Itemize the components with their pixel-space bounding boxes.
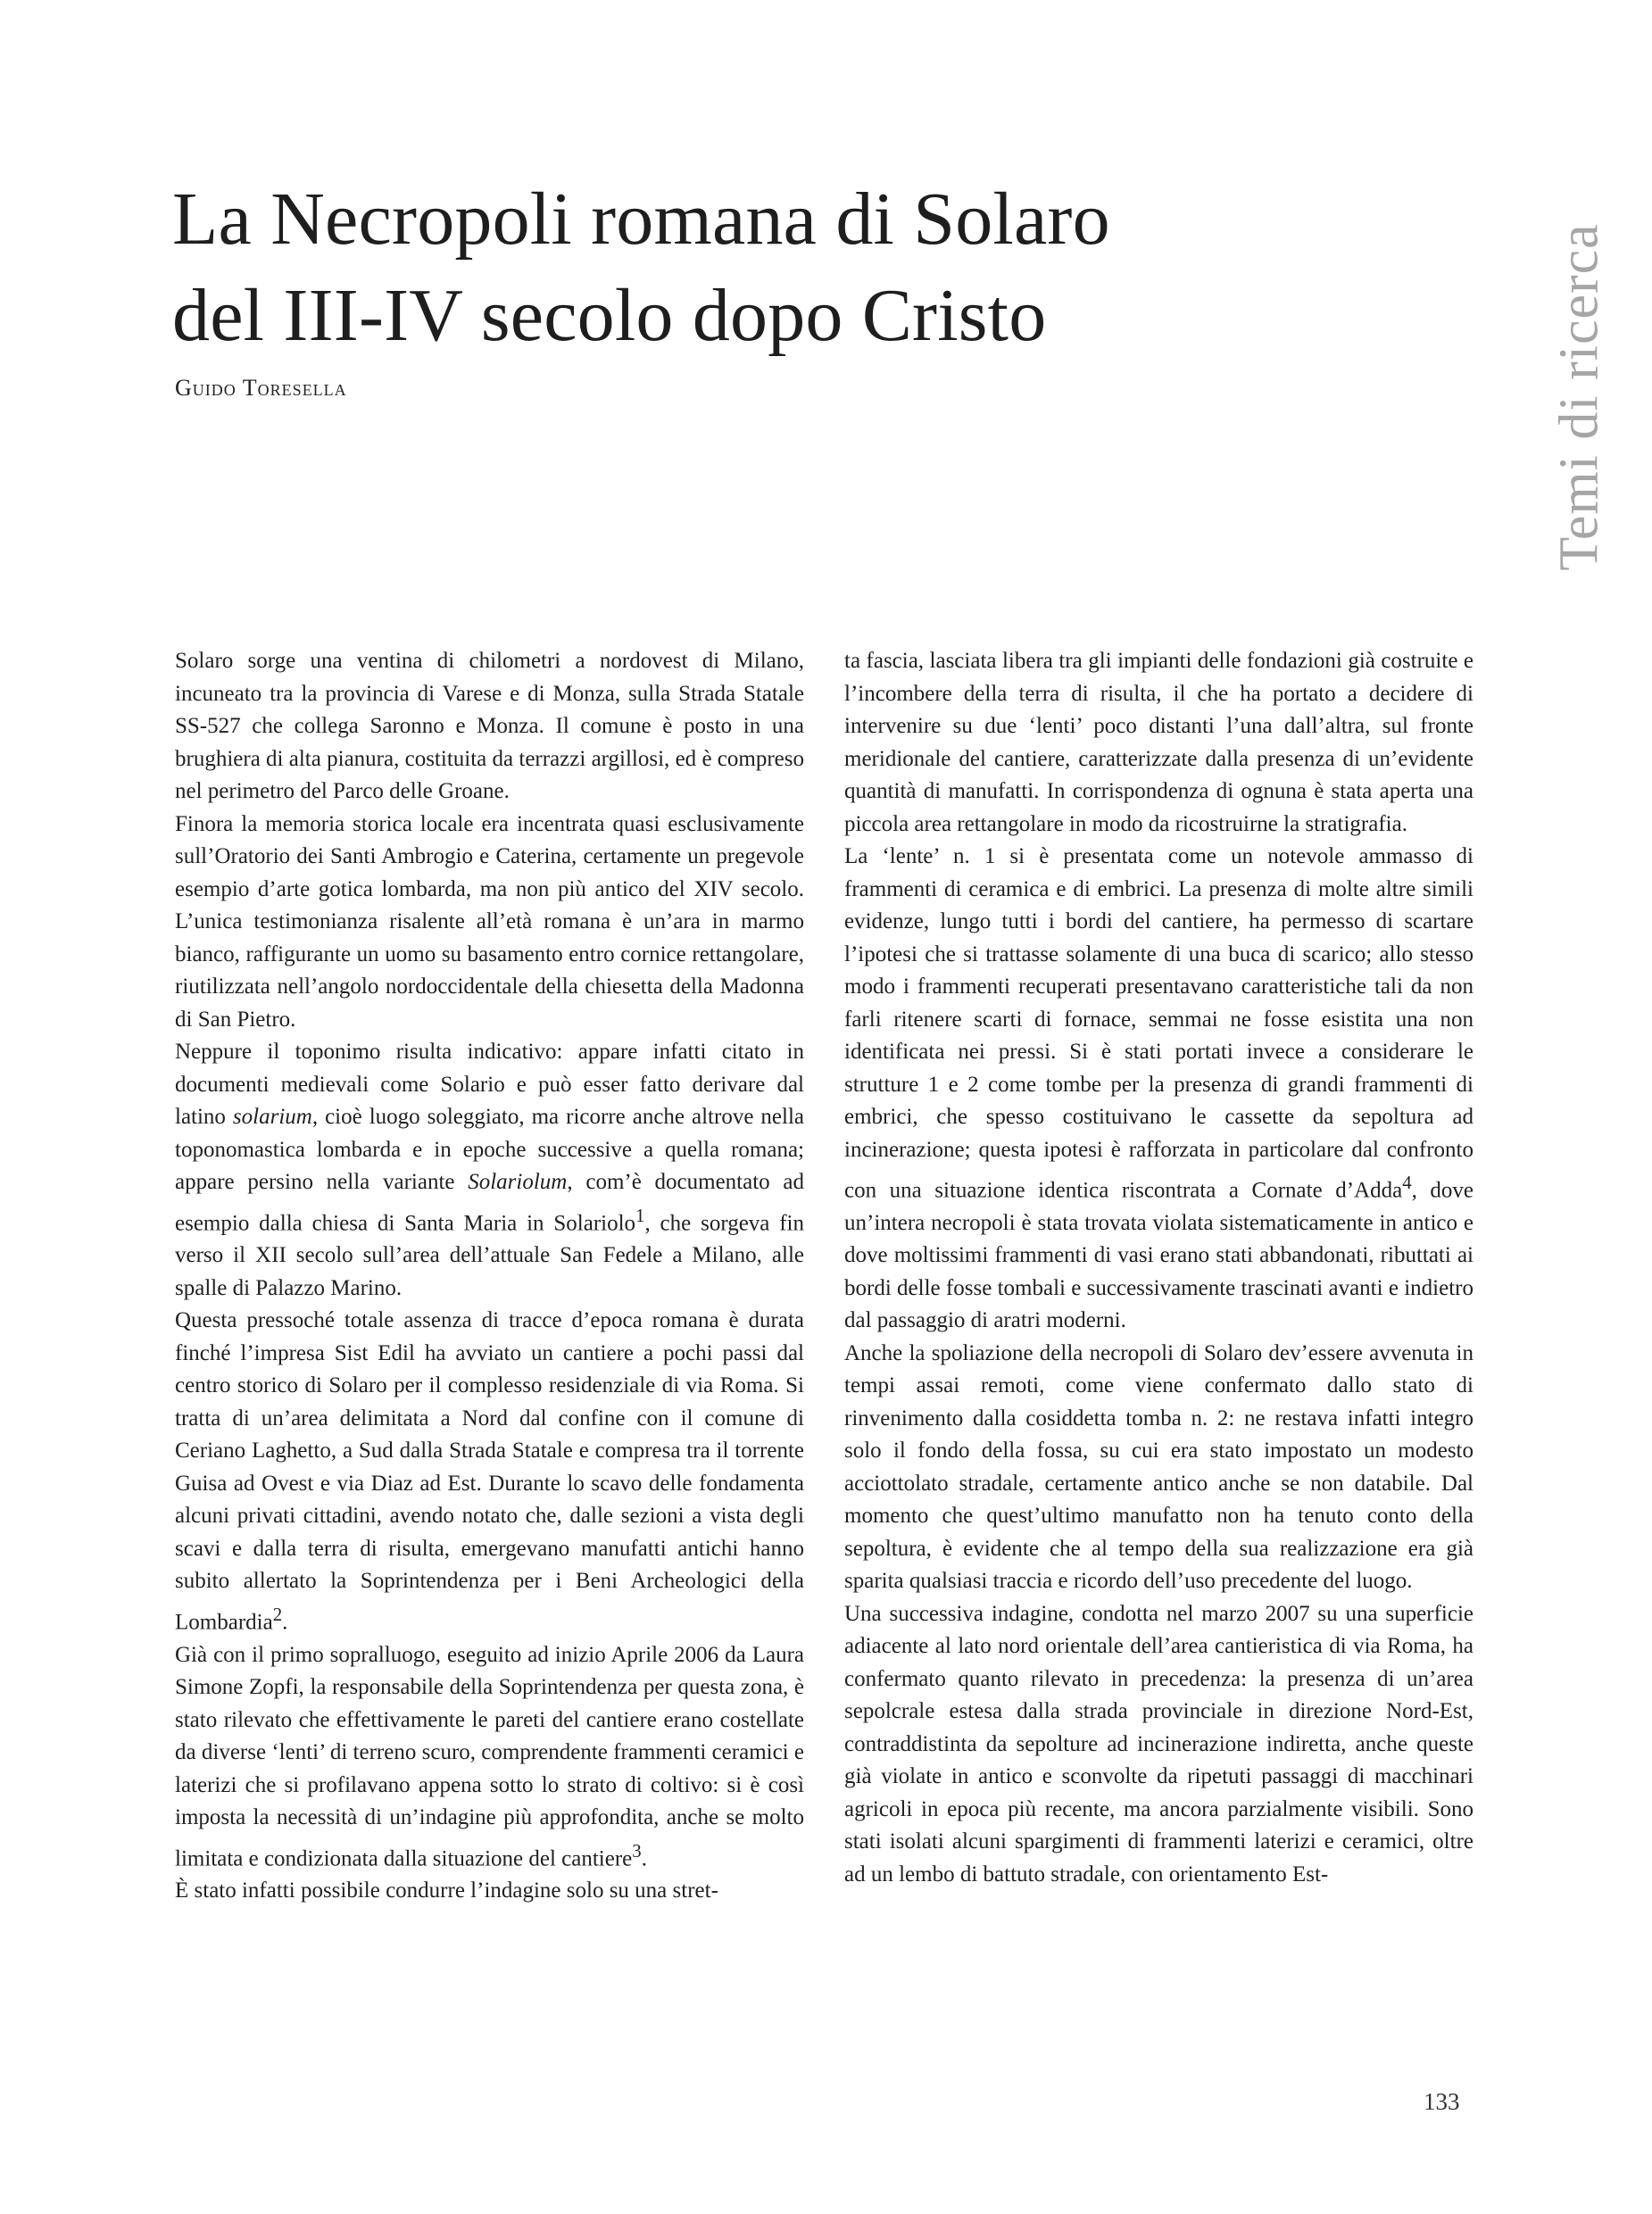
article-title (172, 171, 1377, 364)
title-line-1: La Necropoli romana di Solaro (172, 178, 1110, 261)
paragraph: È stato infatti possibile condurre l’indagine solo su una stret- (175, 1878, 718, 1903)
italic-term: solarium (232, 1105, 312, 1129)
text-column-left (175, 645, 804, 1908)
footnote-ref[interactable]: 4 (1402, 1172, 1412, 1193)
author-name: Guido Toresella (175, 375, 347, 401)
text-run: La ‘lente’ n. 1 si è presentata come un notevole ammasso di frammenti di ceramica e di embrici. La presenza di molte altre simili evidenze, lungo tutti i bordi del cantiere, ha permesso di scartare l’ipotesi che si trattasse solamente di una buca di scarico; allo stesso modo i frammenti recuperati presentavano caratteristiche tali da non farli ritenere scarti di fornace, semmai ne fosse esistita una non identificata nei pressi. Si è stati portati invece a considerare le strutture 1 e 2 come tombe per la presenza di grandi frammenti di embrici, che spesso costituivano le cassette da sepoltura ad incinerazione; questa ipotesi è rafforzata in particolare dal confronto con una situazione identica riscontrata a Cornate d’Adda (844, 844, 1474, 1203)
paragraph: Solaro sorge una ventina di chilometri a nordovest di Milano, incuneato tra la provincia di Varese e di Monza, sulla Strada Statale SS-527 che collega Saronno e Monza. Il comune è posto in una brughiera di alta pianura, costituita da terrazzi argillosi, ed è compreso nel perimetro del Parco delle Groane. (175, 649, 804, 803)
footnote-ref[interactable]: 1 (635, 1204, 645, 1226)
section-tag (1548, 205, 1611, 589)
page-number: 133 (1424, 2088, 1460, 2115)
title-line-2: del III-IV secolo dopo Cristo (172, 274, 1047, 357)
footnote-ref[interactable]: 2 (272, 1603, 283, 1625)
text-run: Questa pressoché totale assenza di tracce d’epoca romana è durata finché l’impresa Sist Edil ha avviato un cantiere a pochi passi dal centro storico di Solaro per il complesso residenziale di via Roma. Si tratta di un’area delimitata a Nord dal confine con il comune di Ceriano Laghetto, a Sud dalla Strada Statale e compresa tra il torrente Guisa ad Ovest e via Diaz ad Est. Durante lo scavo delle fondamenta alcuni privati cittadini, avendo notato che, dalle sezioni a vista degli scavi e dalla terra di risulta, emergevano manufatti antichi hanno subito allertato la Soprintendenza per i Beni Archeologici della Lombardia (175, 1308, 804, 1635)
paragraph (175, 1305, 804, 1638)
paragraph (175, 1036, 804, 1305)
paragraph: Finora la memoria storica locale era incentrata quasi esclusivamente sull’Oratorio dei Santi Ambrogio e Caterina, certamente un pregevole esempio d’arte gotica lombarda, ma non più antico del XIV secolo. L’unica testimonianza risalente all’età romana è un’ara in marmo bianco, raffigurante un uomo su basamento entro cornice rettangolare, riutilizzata nell’angolo nordoccidentale della chiesetta della Madonna di San Pietro. (175, 811, 804, 1032)
text-run: Già con il primo sopralluogo, eseguito ad inizio Aprile 2006 da Laura Simone Zopfi, la responsabile della Soprintendenza per questa zona, è stato rilevato che effettivamente le pareti del cantiere erano costellate da diverse ‘lenti’ di terreno scuro, comprendente frammenti ceramici e laterizi che si profilavano appena sotto lo strato di coltivo: si è così imposta la necessità di un’indagine più approfondita, anche se molto limitata e condizionata dalla situazione del cantiere (175, 1642, 804, 1870)
text-run: , cioè luogo soleggiato, ma ricorre anche altrove nella toponomastica lombarda e in epoche successive a quella romana; appare persino nella variante (175, 1105, 804, 1194)
paragraph: Una successiva indagine, condotta nel marzo 2007 su una superficie adiacente al lato nord orientale dell’area cantieristica di via Roma, ha confermato quanto rilevato in precedenza: la presenza di un’area sepolcrale estesa dalla strada provinciale in direzione Nord-Est, contraddistinta da sepolture ad incinerazione indiretta, anche queste già violate in antico e sconvolte da ripetuti passaggi di macchinari agricoli in epoca più recente, ma ancora parzialmente visibili. Sono stati isolati alcuni spargimenti di frammenti laterizi e ceramici, oltre ad un lembo di battuto stradale, con orientamento Est- (844, 1601, 1474, 1886)
text-run: Neppure il toponimo risulta indicativo: appare infatti citato in documenti medievali come Solario e può esser fatto derivare dal latino (175, 1040, 804, 1129)
paragraph (844, 841, 1474, 1338)
text-run: . (641, 1845, 647, 1870)
text-run: , che sorgeva fin verso il XII secolo sull’area dell’attuale San Fedele a Milano, alle spalle di Palazzo Marino. (175, 1210, 804, 1300)
text-run: . (282, 1610, 288, 1635)
section-tag-label: Temi di ricerca (1548, 223, 1610, 571)
paragraph (175, 1639, 804, 1876)
paragraph: ta fascia, lasciata libera tra gli impianti delle fondazioni già costruite e l’incombere della terra di risulta, il che ha portato a decidere di intervenire su due ‘lenti’ poco distanti l’una dall’altra, sul fronte meridionale del cantiere, caratterizzate dalla presenza di un’evidente quantità di manufatti. In corrispondenza di ognuna è stata aperta una piccola area rettangolare in modo da ricostruirne la stratigrafia. (844, 649, 1474, 836)
text-run: , com’è documentato ad esempio dalla chiesa di Santa Maria in Solariolo (175, 1170, 804, 1235)
italic-term: Solariolum (468, 1170, 568, 1194)
paragraph: Anche la spoliazione della necropoli di Solaro dev’essere avvenuta in tempi assai remoti, come viene confermato dallo stato di rinvenimento dalla cosiddetta tomba n. 2: ne restava infatti integro solo il fondo della fossa, su cui era stato impostato un modesto acciottolato stradale, certamente antico anche se non databile. Dal momento che quest’ultimo manufatto non ha tenuto conto della sepoltura, è evidente che al tempo della sua realizzazione era già sparita qualsiasi traccia e ricordo dell’uso precedente del luogo. (844, 1340, 1474, 1594)
text-run: , dove un’intera necropoli è stata trovata violata sistematicamente in antico e dove moltissimi frammenti di vasi erano stati abbandonati, ributtati ai bordi delle fosse tombali e successivamente trascinati avanti e indietro dal passaggio di aratri moderni. (844, 1178, 1474, 1333)
text-column-right (844, 645, 1474, 1891)
footnote-ref[interactable]: 3 (632, 1839, 642, 1862)
